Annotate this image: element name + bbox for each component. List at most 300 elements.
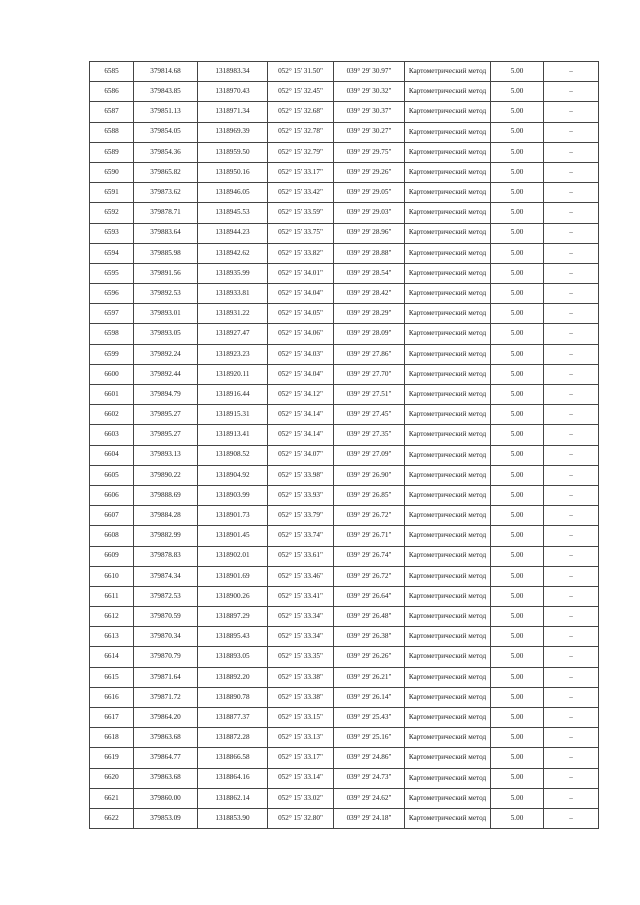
latitude-cell: 052° 15' 33.34" [268, 607, 334, 627]
method-cell: Картометрический метод [405, 445, 491, 465]
method-cell: Картометрический метод [405, 566, 491, 586]
table-row [90, 324, 599, 344]
latitude-cell: 052° 15' 33.02" [268, 788, 334, 808]
latitude-cell: 052° 15' 32.68" [268, 102, 334, 122]
note-cell: – [544, 748, 599, 768]
table-row [90, 284, 599, 304]
note-cell: – [544, 768, 599, 788]
note-cell: – [544, 385, 599, 405]
accuracy-cell: 5.00 [491, 122, 544, 142]
y-coordinate-cell: 1318983.34 [198, 62, 268, 82]
longitude-cell: 039° 29' 27.86" [334, 344, 405, 364]
latitude-cell: 052° 15' 33.75" [268, 223, 334, 243]
point-number-cell: 6592 [90, 203, 134, 223]
table-row [90, 485, 599, 505]
coordinates-table-body [90, 62, 599, 829]
x-coordinate-cell: 379864.77 [134, 748, 198, 768]
accuracy-cell: 5.00 [491, 788, 544, 808]
y-coordinate-cell: 1318897.29 [198, 607, 268, 627]
method-cell: Картометрический метод [405, 62, 491, 82]
table-row [90, 425, 599, 445]
table-row [90, 586, 599, 606]
y-coordinate-cell: 1318903.99 [198, 485, 268, 505]
point-number-cell: 6590 [90, 162, 134, 182]
note-cell: – [544, 708, 599, 728]
point-number-cell: 6596 [90, 284, 134, 304]
table-row [90, 506, 599, 526]
accuracy-cell: 5.00 [491, 364, 544, 384]
accuracy-cell: 5.00 [491, 425, 544, 445]
longitude-cell: 039° 29' 26.72" [334, 506, 405, 526]
accuracy-cell: 5.00 [491, 465, 544, 485]
note-cell: – [544, 627, 599, 647]
table-row [90, 566, 599, 586]
x-coordinate-cell: 379893.05 [134, 324, 198, 344]
longitude-cell: 039° 29' 26.38" [334, 627, 405, 647]
accuracy-cell: 5.00 [491, 586, 544, 606]
y-coordinate-cell: 1318915.31 [198, 405, 268, 425]
method-cell: Картометрический метод [405, 687, 491, 707]
longitude-cell: 039° 29' 30.97" [334, 62, 405, 82]
x-coordinate-cell: 379874.34 [134, 566, 198, 586]
y-coordinate-cell: 1318862.14 [198, 788, 268, 808]
latitude-cell: 052° 15' 33.42" [268, 183, 334, 203]
x-coordinate-cell: 379890.22 [134, 465, 198, 485]
method-cell: Картометрический метод [405, 364, 491, 384]
x-coordinate-cell: 379871.72 [134, 687, 198, 707]
note-cell: – [544, 324, 599, 344]
note-cell: – [544, 465, 599, 485]
table-row [90, 82, 599, 102]
accuracy-cell: 5.00 [491, 324, 544, 344]
point-number-cell: 6602 [90, 405, 134, 425]
method-cell: Картометрический метод [405, 788, 491, 808]
latitude-cell: 052° 15' 33.38" [268, 667, 334, 687]
note-cell: – [544, 162, 599, 182]
method-cell: Картометрический метод [405, 162, 491, 182]
y-coordinate-cell: 1318970.43 [198, 82, 268, 102]
latitude-cell: 052° 15' 34.07" [268, 445, 334, 465]
longitude-cell: 039° 29' 26.72" [334, 566, 405, 586]
table-row [90, 304, 599, 324]
accuracy-cell: 5.00 [491, 445, 544, 465]
note-cell: – [544, 284, 599, 304]
table-row [90, 183, 599, 203]
accuracy-cell: 5.00 [491, 203, 544, 223]
accuracy-cell: 5.00 [491, 223, 544, 243]
note-cell: – [544, 485, 599, 505]
accuracy-cell: 5.00 [491, 304, 544, 324]
method-cell: Картометрический метод [405, 243, 491, 263]
longitude-cell: 039° 29' 26.26" [334, 647, 405, 667]
y-coordinate-cell: 1318969.39 [198, 122, 268, 142]
accuracy-cell: 5.00 [491, 142, 544, 162]
y-coordinate-cell: 1318901.69 [198, 566, 268, 586]
note-cell: – [544, 142, 599, 162]
point-number-cell: 6599 [90, 344, 134, 364]
y-coordinate-cell: 1318920.11 [198, 364, 268, 384]
point-number-cell: 6617 [90, 708, 134, 728]
method-cell: Картометрический метод [405, 344, 491, 364]
point-number-cell: 6618 [90, 728, 134, 748]
longitude-cell: 039° 29' 25.43" [334, 708, 405, 728]
accuracy-cell: 5.00 [491, 162, 544, 182]
point-number-cell: 6611 [90, 586, 134, 606]
accuracy-cell: 5.00 [491, 708, 544, 728]
point-number-cell: 6613 [90, 627, 134, 647]
y-coordinate-cell: 1318913.41 [198, 425, 268, 445]
coordinates-table [89, 61, 599, 829]
latitude-cell: 052° 15' 34.14" [268, 425, 334, 445]
y-coordinate-cell: 1318935.99 [198, 263, 268, 283]
method-cell: Картометрический метод [405, 708, 491, 728]
method-cell: Картометрический метод [405, 586, 491, 606]
latitude-cell: 052° 15' 33.15" [268, 708, 334, 728]
y-coordinate-cell: 1318927.47 [198, 324, 268, 344]
accuracy-cell: 5.00 [491, 728, 544, 748]
method-cell: Картометрический метод [405, 405, 491, 425]
latitude-cell: 052° 15' 33.46" [268, 566, 334, 586]
note-cell: – [544, 546, 599, 566]
accuracy-cell: 5.00 [491, 62, 544, 82]
latitude-cell: 052° 15' 33.93" [268, 485, 334, 505]
latitude-cell: 052° 15' 33.17" [268, 162, 334, 182]
latitude-cell: 052° 15' 33.17" [268, 748, 334, 768]
x-coordinate-cell: 379870.34 [134, 627, 198, 647]
table-row [90, 142, 599, 162]
x-coordinate-cell: 379873.62 [134, 183, 198, 203]
method-cell: Картометрический метод [405, 526, 491, 546]
x-coordinate-cell: 379871.64 [134, 667, 198, 687]
longitude-cell: 039° 29' 25.16" [334, 728, 405, 748]
x-coordinate-cell: 379892.24 [134, 344, 198, 364]
method-cell: Картометрический метод [405, 627, 491, 647]
point-number-cell: 6604 [90, 445, 134, 465]
y-coordinate-cell: 1318944.23 [198, 223, 268, 243]
point-number-cell: 6600 [90, 364, 134, 384]
point-number-cell: 6615 [90, 667, 134, 687]
latitude-cell: 052° 15' 33.41" [268, 586, 334, 606]
method-cell: Картометрический метод [405, 82, 491, 102]
point-number-cell: 6591 [90, 183, 134, 203]
longitude-cell: 039° 29' 28.09" [334, 324, 405, 344]
latitude-cell: 052° 15' 34.03" [268, 344, 334, 364]
y-coordinate-cell: 1318959.50 [198, 142, 268, 162]
y-coordinate-cell: 1318872.28 [198, 728, 268, 748]
table-row [90, 102, 599, 122]
longitude-cell: 039° 29' 29.03" [334, 203, 405, 223]
y-coordinate-cell: 1318892.20 [198, 667, 268, 687]
latitude-cell: 052° 15' 32.79" [268, 142, 334, 162]
point-number-cell: 6622 [90, 808, 134, 828]
note-cell: – [544, 788, 599, 808]
y-coordinate-cell: 1318945.53 [198, 203, 268, 223]
longitude-cell: 039° 29' 29.26" [334, 162, 405, 182]
method-cell: Картометрический метод [405, 223, 491, 243]
table-row [90, 748, 599, 768]
note-cell: – [544, 607, 599, 627]
x-coordinate-cell: 379884.28 [134, 506, 198, 526]
x-coordinate-cell: 379895.27 [134, 425, 198, 445]
note-cell: – [544, 808, 599, 828]
longitude-cell: 039° 29' 26.14" [334, 687, 405, 707]
accuracy-cell: 5.00 [491, 566, 544, 586]
x-coordinate-cell: 379895.27 [134, 405, 198, 425]
note-cell: – [544, 364, 599, 384]
accuracy-cell: 5.00 [491, 607, 544, 627]
latitude-cell: 052° 15' 32.78" [268, 122, 334, 142]
table-row [90, 62, 599, 82]
point-number-cell: 6585 [90, 62, 134, 82]
y-coordinate-cell: 1318895.43 [198, 627, 268, 647]
y-coordinate-cell: 1318901.45 [198, 526, 268, 546]
latitude-cell: 052° 15' 34.04" [268, 284, 334, 304]
note-cell: – [544, 243, 599, 263]
latitude-cell: 052° 15' 33.14" [268, 768, 334, 788]
note-cell: – [544, 122, 599, 142]
point-number-cell: 6620 [90, 768, 134, 788]
method-cell: Картометрический метод [405, 183, 491, 203]
accuracy-cell: 5.00 [491, 647, 544, 667]
table-row [90, 263, 599, 283]
note-cell: – [544, 586, 599, 606]
accuracy-cell: 5.00 [491, 485, 544, 505]
longitude-cell: 039° 29' 27.51" [334, 385, 405, 405]
x-coordinate-cell: 379865.82 [134, 162, 198, 182]
latitude-cell: 052° 15' 33.13" [268, 728, 334, 748]
latitude-cell: 052° 15' 31.50" [268, 62, 334, 82]
y-coordinate-cell: 1318853.90 [198, 808, 268, 828]
x-coordinate-cell: 379860.00 [134, 788, 198, 808]
x-coordinate-cell: 379843.85 [134, 82, 198, 102]
latitude-cell: 052° 15' 32.45" [268, 82, 334, 102]
latitude-cell: 052° 15' 33.79" [268, 506, 334, 526]
point-number-cell: 6603 [90, 425, 134, 445]
x-coordinate-cell: 379863.68 [134, 728, 198, 748]
table-row [90, 728, 599, 748]
longitude-cell: 039° 29' 27.70" [334, 364, 405, 384]
longitude-cell: 039° 29' 27.35" [334, 425, 405, 445]
note-cell: – [544, 223, 599, 243]
x-coordinate-cell: 379863.68 [134, 768, 198, 788]
y-coordinate-cell: 1318904.92 [198, 465, 268, 485]
longitude-cell: 039° 29' 28.96" [334, 223, 405, 243]
table-row [90, 223, 599, 243]
latitude-cell: 052° 15' 34.05" [268, 304, 334, 324]
note-cell: – [544, 304, 599, 324]
point-number-cell: 6589 [90, 142, 134, 162]
longitude-cell: 039° 29' 28.88" [334, 243, 405, 263]
method-cell: Картометрический метод [405, 607, 491, 627]
table-row [90, 445, 599, 465]
latitude-cell: 052° 15' 33.35" [268, 647, 334, 667]
longitude-cell: 039° 29' 30.37" [334, 102, 405, 122]
table-row [90, 788, 599, 808]
x-coordinate-cell: 379814.68 [134, 62, 198, 82]
latitude-cell: 052° 15' 32.80" [268, 808, 334, 828]
y-coordinate-cell: 1318931.22 [198, 304, 268, 324]
longitude-cell: 039° 29' 26.74" [334, 546, 405, 566]
point-number-cell: 6614 [90, 647, 134, 667]
method-cell: Картометрический метод [405, 768, 491, 788]
y-coordinate-cell: 1318908.52 [198, 445, 268, 465]
note-cell: – [544, 526, 599, 546]
y-coordinate-cell: 1318877.37 [198, 708, 268, 728]
note-cell: – [544, 728, 599, 748]
x-coordinate-cell: 379854.05 [134, 122, 198, 142]
latitude-cell: 052° 15' 34.12" [268, 385, 334, 405]
y-coordinate-cell: 1318864.16 [198, 768, 268, 788]
longitude-cell: 039° 29' 27.09" [334, 445, 405, 465]
x-coordinate-cell: 379870.59 [134, 607, 198, 627]
accuracy-cell: 5.00 [491, 546, 544, 566]
table-row [90, 122, 599, 142]
method-cell: Картометрический метод [405, 485, 491, 505]
accuracy-cell: 5.00 [491, 526, 544, 546]
table-row [90, 203, 599, 223]
y-coordinate-cell: 1318950.16 [198, 162, 268, 182]
x-coordinate-cell: 379892.44 [134, 364, 198, 384]
point-number-cell: 6608 [90, 526, 134, 546]
longitude-cell: 039° 29' 26.90" [334, 465, 405, 485]
y-coordinate-cell: 1318946.05 [198, 183, 268, 203]
point-number-cell: 6588 [90, 122, 134, 142]
note-cell: – [544, 203, 599, 223]
accuracy-cell: 5.00 [491, 82, 544, 102]
table-row [90, 627, 599, 647]
longitude-cell: 039° 29' 24.62" [334, 788, 405, 808]
note-cell: – [544, 687, 599, 707]
latitude-cell: 052° 15' 34.04" [268, 364, 334, 384]
table-row [90, 465, 599, 485]
latitude-cell: 052° 15' 33.38" [268, 687, 334, 707]
latitude-cell: 052° 15' 33.59" [268, 203, 334, 223]
accuracy-cell: 5.00 [491, 344, 544, 364]
note-cell: – [544, 566, 599, 586]
note-cell: – [544, 445, 599, 465]
point-number-cell: 6597 [90, 304, 134, 324]
y-coordinate-cell: 1318890.78 [198, 687, 268, 707]
note-cell: – [544, 425, 599, 445]
point-number-cell: 6612 [90, 607, 134, 627]
y-coordinate-cell: 1318933.81 [198, 284, 268, 304]
accuracy-cell: 5.00 [491, 768, 544, 788]
note-cell: – [544, 344, 599, 364]
accuracy-cell: 5.00 [491, 183, 544, 203]
note-cell: – [544, 647, 599, 667]
accuracy-cell: 5.00 [491, 405, 544, 425]
x-coordinate-cell: 379894.79 [134, 385, 198, 405]
table-row [90, 647, 599, 667]
x-coordinate-cell: 379864.20 [134, 708, 198, 728]
accuracy-cell: 5.00 [491, 263, 544, 283]
x-coordinate-cell: 379883.64 [134, 223, 198, 243]
table-row [90, 808, 599, 828]
table-row [90, 546, 599, 566]
latitude-cell: 052° 15' 34.01" [268, 263, 334, 283]
accuracy-cell: 5.00 [491, 506, 544, 526]
x-coordinate-cell: 379882.99 [134, 526, 198, 546]
table-row [90, 768, 599, 788]
point-number-cell: 6606 [90, 485, 134, 505]
x-coordinate-cell: 379891.56 [134, 263, 198, 283]
y-coordinate-cell: 1318893.05 [198, 647, 268, 667]
table-row [90, 405, 599, 425]
longitude-cell: 039° 29' 30.27" [334, 122, 405, 142]
y-coordinate-cell: 1318971.34 [198, 102, 268, 122]
accuracy-cell: 5.00 [491, 284, 544, 304]
table-row [90, 162, 599, 182]
method-cell: Картометрический метод [405, 102, 491, 122]
y-coordinate-cell: 1318923.23 [198, 344, 268, 364]
method-cell: Картометрический метод [405, 425, 491, 445]
point-number-cell: 6598 [90, 324, 134, 344]
note-cell: – [544, 82, 599, 102]
note-cell: – [544, 62, 599, 82]
method-cell: Картометрический метод [405, 385, 491, 405]
point-number-cell: 6609 [90, 546, 134, 566]
latitude-cell: 052° 15' 34.14" [268, 405, 334, 425]
method-cell: Картометрический метод [405, 263, 491, 283]
note-cell: – [544, 183, 599, 203]
accuracy-cell: 5.00 [491, 385, 544, 405]
table-row [90, 385, 599, 405]
accuracy-cell: 5.00 [491, 667, 544, 687]
longitude-cell: 039° 29' 24.86" [334, 748, 405, 768]
x-coordinate-cell: 379893.01 [134, 304, 198, 324]
table-row [90, 607, 599, 627]
method-cell: Картометрический метод [405, 546, 491, 566]
point-number-cell: 6605 [90, 465, 134, 485]
accuracy-cell: 5.00 [491, 687, 544, 707]
longitude-cell: 039° 29' 26.64" [334, 586, 405, 606]
point-number-cell: 6587 [90, 102, 134, 122]
method-cell: Картометрический метод [405, 506, 491, 526]
longitude-cell: 039° 29' 30.32" [334, 82, 405, 102]
longitude-cell: 039° 29' 24.73" [334, 768, 405, 788]
method-cell: Картометрический метод [405, 748, 491, 768]
x-coordinate-cell: 379854.36 [134, 142, 198, 162]
method-cell: Картометрический метод [405, 667, 491, 687]
accuracy-cell: 5.00 [491, 243, 544, 263]
x-coordinate-cell: 379892.53 [134, 284, 198, 304]
point-number-cell: 6593 [90, 223, 134, 243]
longitude-cell: 039° 29' 29.75" [334, 142, 405, 162]
longitude-cell: 039° 29' 26.85" [334, 485, 405, 505]
note-cell: – [544, 263, 599, 283]
accuracy-cell: 5.00 [491, 102, 544, 122]
longitude-cell: 039° 29' 24.18" [334, 808, 405, 828]
method-cell: Картометрический метод [405, 647, 491, 667]
x-coordinate-cell: 379878.83 [134, 546, 198, 566]
method-cell: Картометрический метод [405, 122, 491, 142]
method-cell: Картометрический метод [405, 284, 491, 304]
method-cell: Картометрический метод [405, 808, 491, 828]
x-coordinate-cell: 379851.13 [134, 102, 198, 122]
note-cell: – [544, 506, 599, 526]
method-cell: Картометрический метод [405, 324, 491, 344]
point-number-cell: 6610 [90, 566, 134, 586]
accuracy-cell: 5.00 [491, 627, 544, 647]
y-coordinate-cell: 1318902.01 [198, 546, 268, 566]
point-number-cell: 6621 [90, 788, 134, 808]
longitude-cell: 039° 29' 28.29" [334, 304, 405, 324]
accuracy-cell: 5.00 [491, 748, 544, 768]
latitude-cell: 052° 15' 34.06" [268, 324, 334, 344]
table-row [90, 708, 599, 728]
latitude-cell: 052° 15' 33.34" [268, 627, 334, 647]
latitude-cell: 052° 15' 33.61" [268, 546, 334, 566]
